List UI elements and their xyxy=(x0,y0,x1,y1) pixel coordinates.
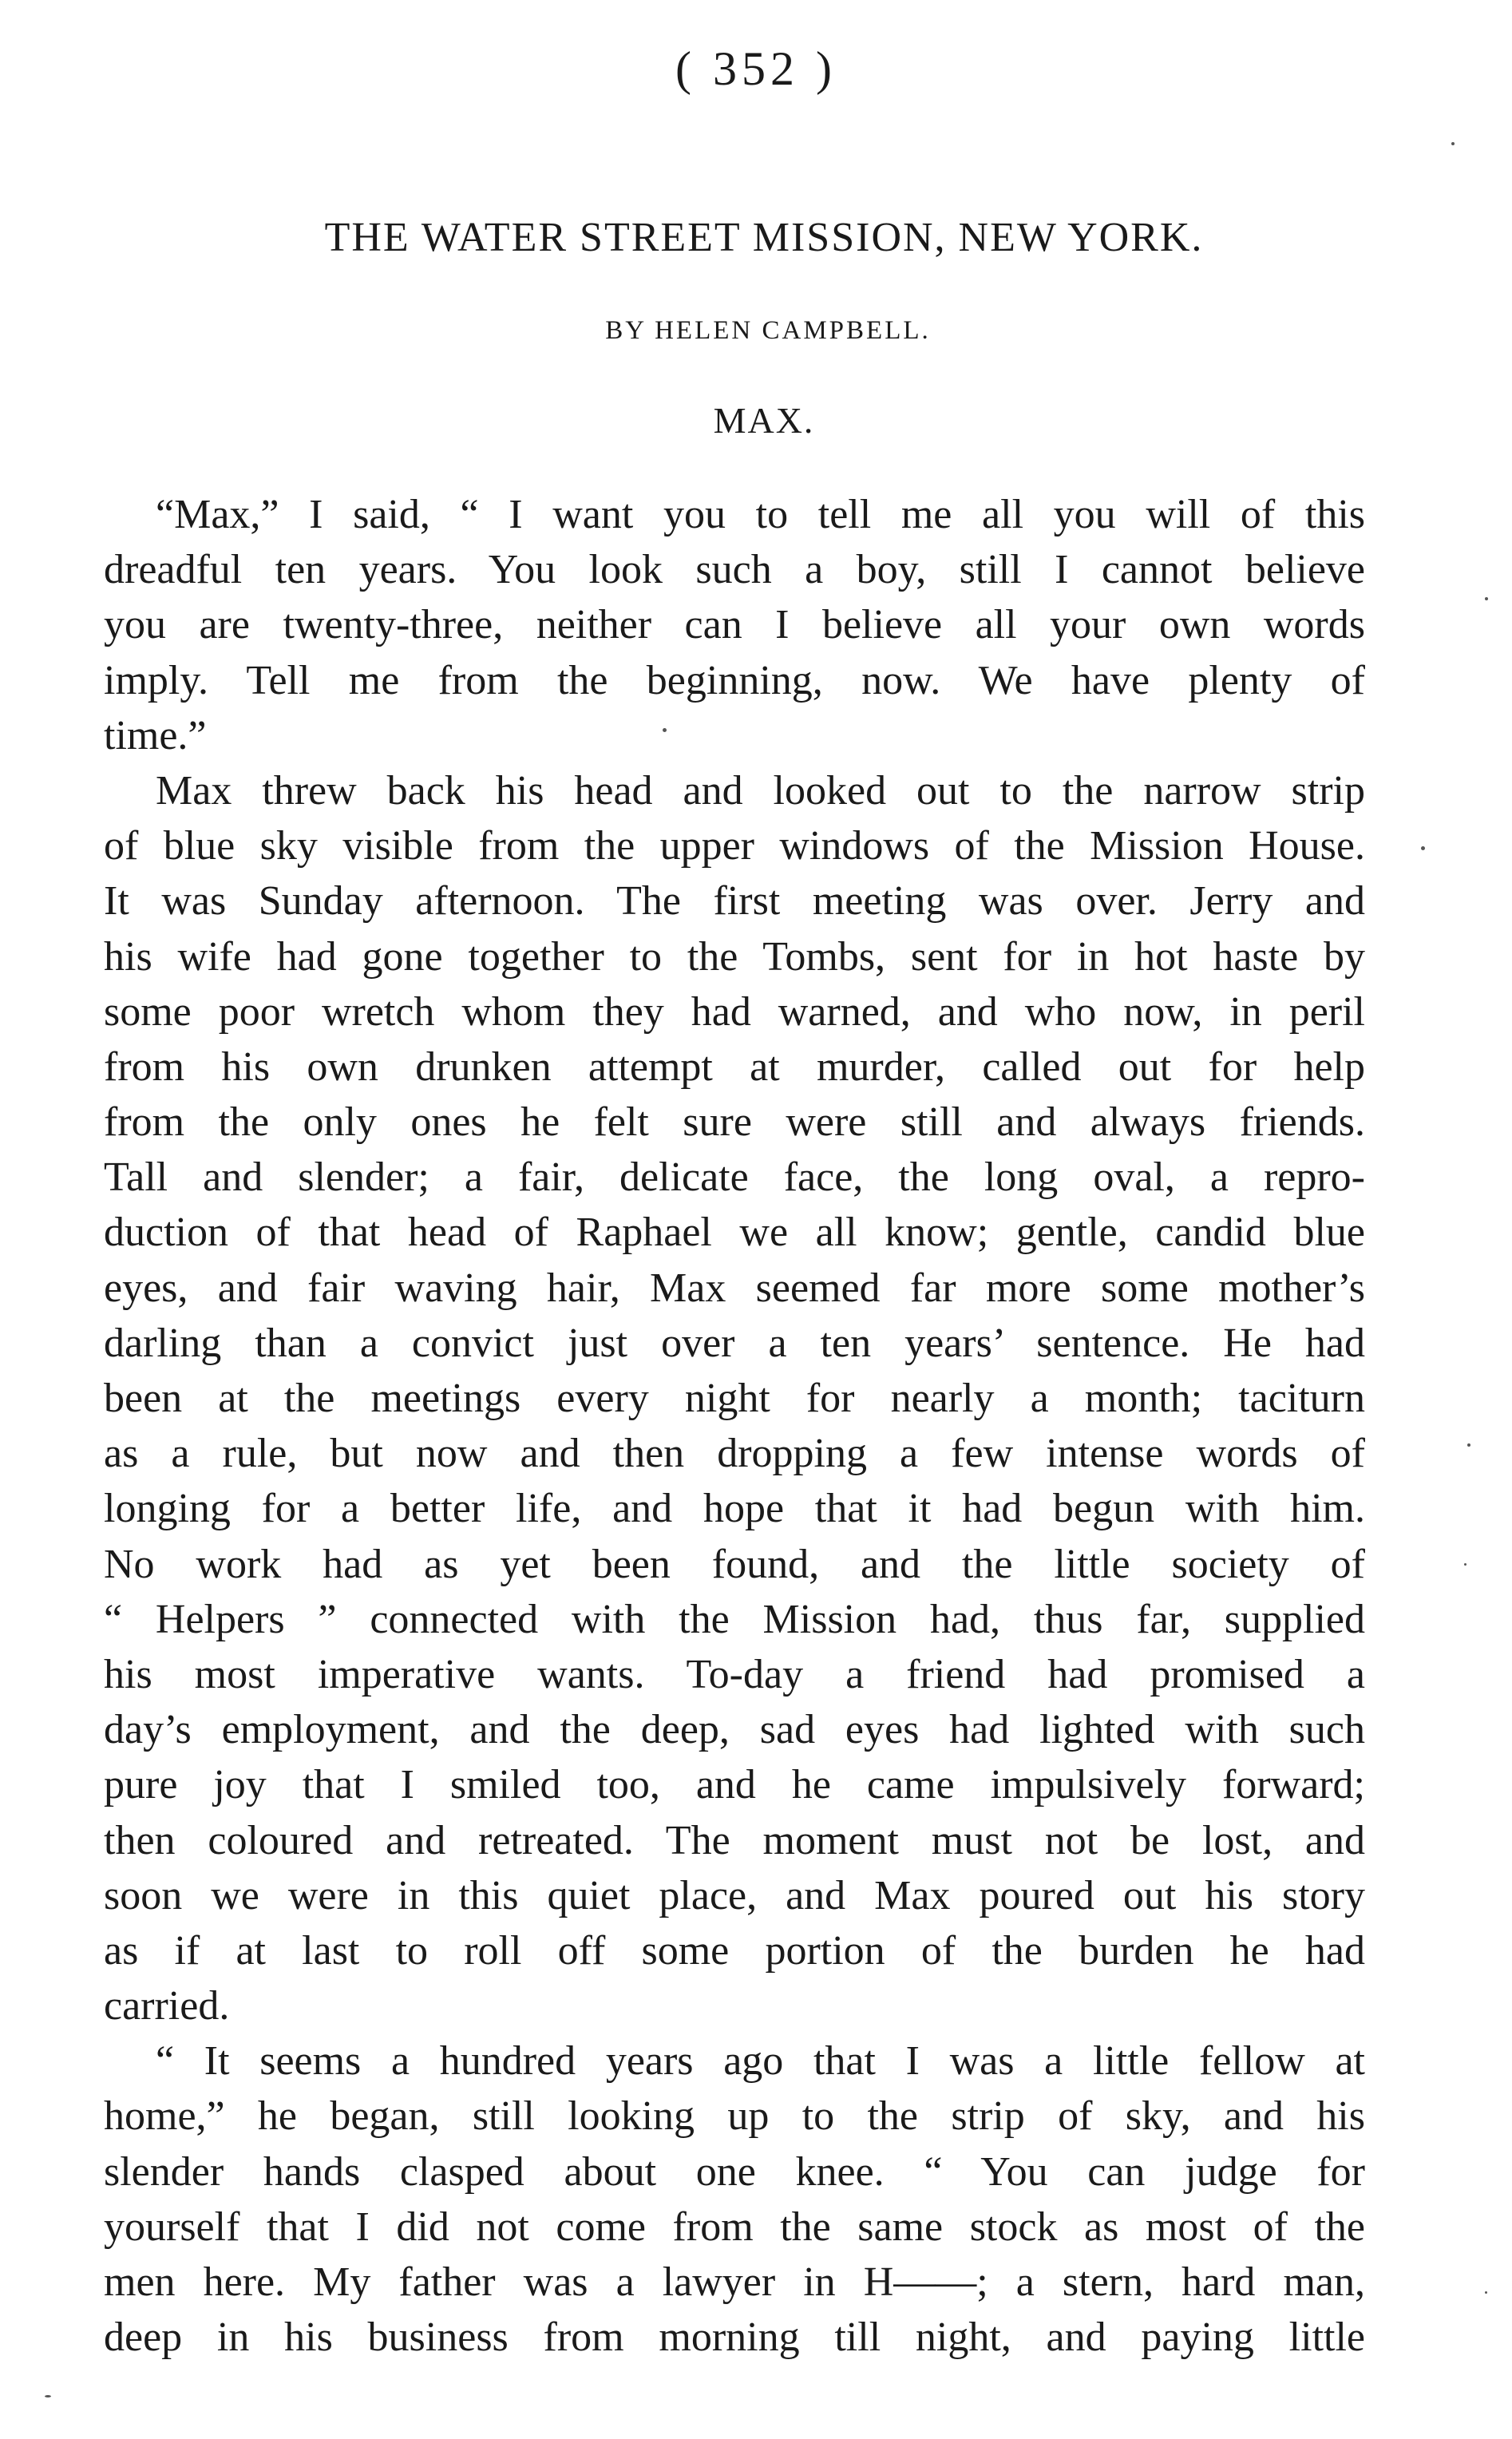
scan-speck xyxy=(1467,1443,1470,1447)
text-line: Max threw back his head and looked out to the narrow strip xyxy=(156,767,1365,814)
text-line: imply. Tell me from the beginning, now. We have plenty of xyxy=(104,657,1365,703)
scan-speck xyxy=(663,728,667,732)
article-byline: BY HELEN CAMPBELL. xyxy=(605,316,931,345)
text-line: eyes, and fair waving hair, Max seemed far more some mother’s xyxy=(104,1265,1365,1311)
text-line: from his own drunken attempt at murder, called out for help xyxy=(104,1043,1365,1090)
text-line: day’s employment, and the deep, sad eyes had lighted with such xyxy=(104,1707,1365,1753)
scan-speck xyxy=(1421,846,1425,850)
text-line: darling than a convict just over a ten years’ sentence. He had xyxy=(104,1320,1365,1366)
article-title: THE WATER STREET MISSION, NEW YORK. xyxy=(324,215,1204,260)
section-heading: MAX. xyxy=(713,400,815,441)
text-line: slender hands clasped about one knee. “ You can judge for xyxy=(104,2148,1365,2195)
scan-speck xyxy=(1451,142,1455,145)
text-line: men here. My father was a lawyer in H——; a stern, hard man, xyxy=(104,2259,1365,2305)
text-line: “Max,” I said, “ I want you to tell me all you will of this xyxy=(156,492,1365,537)
scan-speck xyxy=(45,2395,51,2397)
text-line: you are twenty-three, neither can I believe all your own words xyxy=(104,602,1365,648)
text-line: yourself that I did not come from the same stock as most of the xyxy=(104,2203,1365,2250)
text-line: soon we were in this quiet place, and Max poured out his story xyxy=(104,1872,1365,1918)
text-line: as a rule, but now and then dropping a few intense words of xyxy=(104,1431,1365,1477)
body-text xyxy=(104,487,1365,2365)
text-line: pure joy that I smiled too, and he came impulsively forward; xyxy=(104,1762,1365,1808)
scan-speck xyxy=(1485,597,1488,600)
text-line: home,” he began, still looking up to the strip of sky, and his xyxy=(104,2093,1365,2140)
text-line: from the only ones he felt sure were still and always friends. xyxy=(104,1099,1365,1146)
text-line: longing for a better life, and hope that it had begun with him. xyxy=(104,1486,1365,1532)
text-line: as if at last to roll off some portion of the burden he had xyxy=(104,1927,1365,1974)
text-line: “ Helpers ” connected with the Mission had, thus far, supplied xyxy=(104,1596,1365,1642)
text-line: deep in his business from morning till night, and paying little xyxy=(104,2314,1365,2361)
text-line: It was Sunday afternoon. The first meeting was over. Jerry and xyxy=(104,878,1365,925)
text-line: of blue sky visible from the upper windows of the Mission House. xyxy=(104,823,1365,869)
text-line: time.” xyxy=(104,712,207,758)
scan-speck xyxy=(1464,1563,1466,1566)
text-line: duction of that head of Raphael we all know; gentle, candid blue xyxy=(104,1210,1365,1256)
text-line: “ It seems a hundred years ago that I was a little fellow at xyxy=(156,2038,1365,2085)
page-number: ( 352 ) xyxy=(675,42,837,95)
text-line: some poor wretch whom they had warned, and who now, in peril xyxy=(104,988,1365,1035)
text-line: carried. xyxy=(104,1983,230,2029)
text-line: been at the meetings every night for nearly a month; taciturn xyxy=(104,1376,1365,1421)
scan-speck xyxy=(1485,2291,1487,2294)
text-line: his most imperative wants. To-day a friend had promised a xyxy=(104,1651,1365,1697)
text-line: his wife had gone together to the Tombs, sent for in hot haste by xyxy=(104,933,1365,980)
text-line: No work had as yet been found, and the little society of xyxy=(104,1541,1365,1587)
text-line: Tall and slender; a fair, delicate face, the long oval, a repro- xyxy=(104,1154,1365,1201)
text-line: then coloured and retreated. The moment must not be lost, and xyxy=(104,1817,1365,1863)
text-line: dreadful ten years. You look such a boy, still I cannot believe xyxy=(104,547,1365,593)
